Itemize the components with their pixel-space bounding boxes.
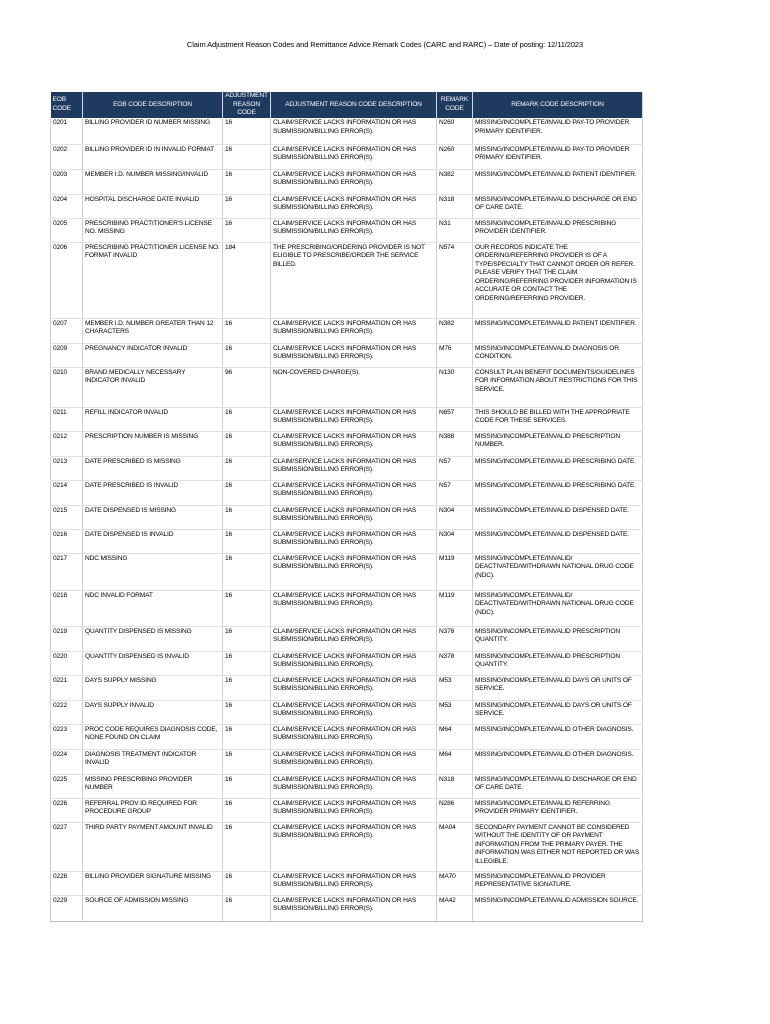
cell-eob-code: 0221: [51, 675, 83, 700]
cell-adjustment-reason-code: 16: [223, 895, 271, 921]
cell-remark-description: MISSING/INCOMPLETE/INVALID REFERRING PROVIDER PRIMARY IDENTIFIER.: [473, 798, 643, 822]
cell-adjustment-reason-description: CLAIM/SERVICE LACKS INFORMATION OR HAS SUBMISSION/BILLING ERROR(S).: [271, 895, 437, 921]
cell-eob-code: 0222: [51, 700, 83, 724]
cell-adjustment-reason-code: 16: [223, 480, 271, 505]
cell-remark-code: N378: [437, 626, 473, 651]
table-row: [51, 505, 643, 529]
cell-remark-code: M64: [437, 749, 473, 774]
cell-eob-description: PRESCRIPTION NUMBER IS MISSING: [83, 431, 223, 456]
cell-adjustment-reason-description: CLAIM/SERVICE LACKS INFORMATION OR HAS SUBMISSION/BILLING ERROR(S).: [271, 590, 437, 626]
cell-adjustment-reason-description: CLAIM/SERVICE LACKS INFORMATION OR HAS SUBMISSION/BILLING ERROR(S).: [271, 700, 437, 724]
cell-adjustment-reason-code: 16: [223, 626, 271, 651]
cell-remark-code: N130: [437, 367, 473, 407]
cell-adjustment-reason-code: 96: [223, 367, 271, 407]
table-row: [51, 456, 643, 480]
cell-eob-code: 0212: [51, 431, 83, 456]
cell-remark-description: MISSING/INCOMPLETE/INVALID OTHER DIAGNOSIS.: [473, 749, 643, 774]
cell-eob-description: HOSPITAL DISCHARGE DATE INVALID: [83, 194, 223, 218]
cell-adjustment-reason-code: 16: [223, 774, 271, 798]
cell-eob-description: REFILL INDICATOR INVALID: [83, 407, 223, 431]
cell-eob-description: MISSING PRESCRIBING PROVIDER NUMBER: [83, 774, 223, 798]
cell-adjustment-reason-description: CLAIM/SERVICE LACKS INFORMATION OR HAS SUBMISSION/BILLING ERROR(S).: [271, 798, 437, 822]
cell-adjustment-reason-code: 16: [223, 822, 271, 871]
cell-remark-description: MISSING/INCOMPLETE/INVALID PRESCRIPTION NUMBER.: [473, 431, 643, 456]
cell-adjustment-reason-description: CLAIM/SERVICE LACKS INFORMATION OR HAS SUBMISSION/BILLING ERROR(S).: [271, 194, 437, 218]
cell-eob-description: BILLING PROVIDER ID IN INVALID FORMAT: [83, 144, 223, 169]
col-header-eob-description: EOB CODE DESCRIPTION: [83, 92, 223, 118]
cell-adjustment-reason-code: 16: [223, 529, 271, 553]
cell-remark-code: N304: [437, 529, 473, 553]
cell-eob-description: THIRD PARTY PAYMENT AMOUNT INVALID: [83, 822, 223, 871]
cell-eob-description: DATE PRESCRIBED IS MISSING: [83, 456, 223, 480]
cell-adjustment-reason-description: CLAIM/SERVICE LACKS INFORMATION OR HAS SUBMISSION/BILLING ERROR(S).: [271, 480, 437, 505]
cell-remark-code: N382: [437, 318, 473, 343]
cell-eob-code: 0216: [51, 529, 83, 553]
cell-adjustment-reason-description: CLAIM/SERVICE LACKS INFORMATION OR HAS SUBMISSION/BILLING ERROR(S).: [271, 724, 437, 749]
table-row: [51, 700, 643, 724]
cell-remark-code: M76: [437, 343, 473, 367]
cell-adjustment-reason-description: NON-COVERED CHARGE(S).: [271, 367, 437, 407]
cell-remark-code: N318: [437, 194, 473, 218]
table-row: [51, 675, 643, 700]
cell-adjustment-reason-description: CLAIM/SERVICE LACKS INFORMATION OR HAS SUBMISSION/BILLING ERROR(S).: [271, 774, 437, 798]
cell-adjustment-reason-description: CLAIM/SERVICE LACKS INFORMATION OR HAS SUBMISSION/BILLING ERROR(S).: [271, 407, 437, 431]
cell-adjustment-reason-code: 184: [223, 242, 271, 318]
cell-adjustment-reason-description: CLAIM/SERVICE LACKS INFORMATION OR HAS SUBMISSION/BILLING ERROR(S).: [271, 118, 437, 144]
cell-eob-code: 0220: [51, 651, 83, 675]
cell-remark-description: OUR RECORDS INDICATE THE ORDERING/REFERRING PROVIDER IS OF A TYPE/SPECIALTY THAT CANNOT ORDER OR REFER. PLEASE VERIFY THAT THE CLAIM ORDERING/REFERRING PROVIDER INFORMATION IS ACCURATE OR CONTACT THE ORDERING/REFERRING PROVIDER.: [473, 242, 643, 318]
document-title: Claim Adjustment Reason Codes and Remittance Advice Remark Codes (CARC and RARC) – Date of posting: 12/11/2023: [186, 40, 584, 49]
cell-remark-code: M53: [437, 675, 473, 700]
cell-remark-description: MISSING/INCOMPLETE/INVALID PAY-TO PROVIDER PRIMARY IDENTIFIER.: [473, 144, 643, 169]
cell-adjustment-reason-code: 16: [223, 218, 271, 242]
cell-remark-code: MA70: [437, 871, 473, 895]
cell-eob-code: 0214: [51, 480, 83, 505]
cell-eob-code: 0229: [51, 895, 83, 921]
cell-adjustment-reason-code: 16: [223, 343, 271, 367]
cell-adjustment-reason-code: 16: [223, 798, 271, 822]
cell-adjustment-reason-description: CLAIM/SERVICE LACKS INFORMATION OR HAS SUBMISSION/BILLING ERROR(S).: [271, 343, 437, 367]
cell-adjustment-reason-description: THE PRESCRIBING/ORDERING PROVIDER IS NOT ELIGIBLE TO PRESCRIBE/ORDER THE SERVICE BILLED.: [271, 242, 437, 318]
cell-remark-code: N304: [437, 505, 473, 529]
table-row: [51, 590, 643, 626]
table-row: [51, 367, 643, 407]
table-row: [51, 724, 643, 749]
cell-eob-code: 0213: [51, 456, 83, 480]
cell-eob-description: NDC MISSING: [83, 553, 223, 590]
cell-remark-description: MISSING/INCOMPLETE/INVALID PROVIDER REPRESENTATIVE SIGNATURE.: [473, 871, 643, 895]
cell-eob-code: 0207: [51, 318, 83, 343]
cell-eob-description: BRAND MEDICALLY NECESSARY INDICATOR INVALID: [83, 367, 223, 407]
cell-remark-description: MISSING/INCOMPLETE/INVALID PRESCRIBING PROVIDER IDENTIFIER.: [473, 218, 643, 242]
cell-remark-description: MISSING/INCOMPLETE/INVALID ADMISSION SOURCE.: [473, 895, 643, 921]
table-row: [51, 895, 643, 921]
cell-eob-code: 0217: [51, 553, 83, 590]
table-row: [51, 749, 643, 774]
cell-eob-description: PREGNANCY INDICATOR INVALID: [83, 343, 223, 367]
cell-eob-code: 0206: [51, 242, 83, 318]
table-row: [51, 194, 643, 218]
cell-adjustment-reason-description: CLAIM/SERVICE LACKS INFORMATION OR HAS SUBMISSION/BILLING ERROR(S).: [271, 456, 437, 480]
cell-remark-description: MISSING/INCOMPLETE/INVALID/ DEACTIVATED/WITHDRAWN NATIONAL DRUG CODE (NDC).: [473, 553, 643, 590]
table-row: [51, 774, 643, 798]
cell-eob-description: DATE DISPENSED IS INVALID: [83, 529, 223, 553]
cell-remark-code: N318: [437, 774, 473, 798]
cell-remark-code: M119: [437, 553, 473, 590]
cell-eob-description: NDC INVALID FORMAT: [83, 590, 223, 626]
cell-eob-description: BILLING PROVIDER ID NUMBER MISSING: [83, 118, 223, 144]
cell-remark-description: MISSING/INCOMPLETE/INVALID PRESCRIPTION QUANTITY.: [473, 651, 643, 675]
cell-adjustment-reason-code: 16: [223, 553, 271, 590]
cell-adjustment-reason-code: 16: [223, 318, 271, 343]
cell-eob-description: MEMBER I.D. NUMBER GREATER THAN 12 CHARACTERS: [83, 318, 223, 343]
cell-remark-description: MISSING/INCOMPLETE/INVALID PAY-TO PROVIDER PRIMARY IDENTIFIER.: [473, 118, 643, 144]
cell-adjustment-reason-code: 16: [223, 118, 271, 144]
col-header-eob-code: EOB CODE: [51, 92, 83, 118]
cell-eob-description: DATE DISPENSED IS MISSING: [83, 505, 223, 529]
cell-remark-code: N286: [437, 798, 473, 822]
cell-eob-description: SOURCE OF ADMISSION MISSING: [83, 895, 223, 921]
table-row: [51, 871, 643, 895]
cell-eob-description: REFERRAL PROV ID REQUIRED FOR PROCEDURE GROUP: [83, 798, 223, 822]
cell-remark-code: M53: [437, 700, 473, 724]
cell-eob-description: PRESCRIBING PRACTITIONER'S LICENSE NO. MISSING: [83, 218, 223, 242]
cell-remark-code: N57: [437, 456, 473, 480]
cell-eob-description: BILLING PROVIDER SIGNATURE MISSING: [83, 871, 223, 895]
cell-remark-description: MISSING/INCOMPLETE/INVALID DISCHARGE OR END OF CARE DATE.: [473, 194, 643, 218]
cell-adjustment-reason-description: CLAIM/SERVICE LACKS INFORMATION OR HAS SUBMISSION/BILLING ERROR(S).: [271, 626, 437, 651]
cell-eob-description: QUANTITY DISPENSED IS MISSING: [83, 626, 223, 651]
table-body: [51, 118, 643, 921]
cell-adjustment-reason-description: CLAIM/SERVICE LACKS INFORMATION OR HAS SUBMISSION/BILLING ERROR(S).: [271, 871, 437, 895]
cell-remark-code: N57: [437, 480, 473, 505]
cell-eob-description: QUANTITY DISPENSED IS INVALID: [83, 651, 223, 675]
cell-remark-code: N382: [437, 169, 473, 194]
cell-remark-description: MISSING/INCOMPLETE/INVALID OTHER DIAGNOSIS.: [473, 724, 643, 749]
cell-adjustment-reason-description: CLAIM/SERVICE LACKS INFORMATION OR HAS SUBMISSION/BILLING ERROR(S).: [271, 529, 437, 553]
cell-remark-code: MA42: [437, 895, 473, 921]
cell-adjustment-reason-code: 16: [223, 144, 271, 169]
table-row: [51, 431, 643, 456]
cell-eob-description: DAYS SUPPLY INVALID: [83, 700, 223, 724]
cell-remark-description: MISSING/INCOMPLETE/INVALID PATIENT IDENTIFIER.: [473, 318, 643, 343]
cell-adjustment-reason-code: 16: [223, 590, 271, 626]
table-row: [51, 144, 643, 169]
cell-adjustment-reason-description: CLAIM/SERVICE LACKS INFORMATION OR HAS SUBMISSION/BILLING ERROR(S).: [271, 505, 437, 529]
table-row: [51, 242, 643, 318]
cell-eob-code: 0204: [51, 194, 83, 218]
cell-adjustment-reason-description: CLAIM/SERVICE LACKS INFORMATION OR HAS SUBMISSION/BILLING ERROR(S).: [271, 169, 437, 194]
cell-adjustment-reason-code: 16: [223, 194, 271, 218]
cell-eob-description: DIAGNOSIS TREATMENT INDICATOR INVALID: [83, 749, 223, 774]
cell-remark-code: M119: [437, 590, 473, 626]
cell-eob-description: DAYS SUPPLY MISSING: [83, 675, 223, 700]
cell-eob-code: 0225: [51, 774, 83, 798]
cell-adjustment-reason-code: 16: [223, 871, 271, 895]
cell-remark-code: N657: [437, 407, 473, 431]
cell-remark-description: MISSING/INCOMPLETE/INVALID DAYS OR UNITS OF SERVICE.: [473, 700, 643, 724]
cell-remark-code: N574: [437, 242, 473, 318]
cell-remark-code: N260: [437, 118, 473, 144]
cell-adjustment-reason-description: CLAIM/SERVICE LACKS INFORMATION OR HAS SUBMISSION/BILLING ERROR(S).: [271, 553, 437, 590]
cell-eob-code: 0228: [51, 871, 83, 895]
col-header-adjustment-reason-code: ADJUSTMENT REASON CODE: [223, 92, 271, 118]
table-row: [51, 651, 643, 675]
cell-remark-description: THIS SHOULD BE BILLED WITH THE APPROPRIATE CODE FOR THESE SERVICES.: [473, 407, 643, 431]
cell-adjustment-reason-description: CLAIM/SERVICE LACKS INFORMATION OR HAS SUBMISSION/BILLING ERROR(S).: [271, 218, 437, 242]
col-header-remark-code: REMARK CODE: [437, 92, 473, 118]
cell-remark-description: MISSING/INCOMPLETE/INVALID PRESCRIPTION QUANTITY.: [473, 626, 643, 651]
eob-codes-table: [50, 92, 643, 922]
table-row: [51, 480, 643, 505]
cell-eob-code: 0209: [51, 343, 83, 367]
cell-eob-description: PRESCRIBING PRACTITIONER LICENSE NO. FORMAT INVALID: [83, 242, 223, 318]
cell-remark-description: MISSING/INCOMPLETE/INVALID PRESCRIBING DATE.: [473, 456, 643, 480]
cell-remark-description: MISSING/INCOMPLETE/INVALID DISCHARGE OR END OF CARE DATE.: [473, 774, 643, 798]
cell-adjustment-reason-description: CLAIM/SERVICE LACKS INFORMATION OR HAS SUBMISSION/BILLING ERROR(S).: [271, 651, 437, 675]
cell-remark-description: MISSING/INCOMPLETE/INVALID PRESCRIBING DATE.: [473, 480, 643, 505]
cell-adjustment-reason-code: 16: [223, 749, 271, 774]
cell-eob-code: 0205: [51, 218, 83, 242]
table-row: [51, 218, 643, 242]
cell-adjustment-reason-description: CLAIM/SERVICE LACKS INFORMATION OR HAS SUBMISSION/BILLING ERROR(S).: [271, 675, 437, 700]
cell-adjustment-reason-code: 16: [223, 456, 271, 480]
cell-remark-code: N260: [437, 144, 473, 169]
cell-eob-code: 0223: [51, 724, 83, 749]
cell-remark-description: MISSING/INCOMPLETE/INVALID/ DEACTIVATED/WITHDRAWN NATIONAL DRUG CODE (NDC).: [473, 590, 643, 626]
cell-remark-code: MA04: [437, 822, 473, 871]
cell-adjustment-reason-code: 16: [223, 407, 271, 431]
table-row: [51, 407, 643, 431]
table-row: [51, 318, 643, 343]
cell-remark-description: MISSING/INCOMPLETE/INVALID DISPENSED DATE.: [473, 529, 643, 553]
cell-eob-code: 0227: [51, 822, 83, 871]
cell-adjustment-reason-code: 16: [223, 169, 271, 194]
table-row: [51, 626, 643, 651]
table-row: [51, 529, 643, 553]
cell-adjustment-reason-description: CLAIM/SERVICE LACKS INFORMATION OR HAS SUBMISSION/BILLING ERROR(S).: [271, 144, 437, 169]
cell-eob-code: 0203: [51, 169, 83, 194]
table-row: [51, 798, 643, 822]
table-row: [51, 169, 643, 194]
cell-adjustment-reason-description: CLAIM/SERVICE LACKS INFORMATION OR HAS SUBMISSION/BILLING ERROR(S).: [271, 749, 437, 774]
table-row: [51, 553, 643, 590]
cell-eob-code: 0211: [51, 407, 83, 431]
cell-eob-code: 0219: [51, 626, 83, 651]
cell-remark-code: N378: [437, 651, 473, 675]
cell-remark-code: M64: [437, 724, 473, 749]
cell-remark-code: N388: [437, 431, 473, 456]
table-header-row: [51, 92, 643, 118]
table-row: [51, 118, 643, 144]
cell-adjustment-reason-code: 16: [223, 505, 271, 529]
cell-remark-description: SECONDARY PAYMENT CANNOT BE CONSIDERED WITHOUT THE IDENTITY OF OR PAYMENT INFORMATION FROM THE PRIMARY PAYER. THE INFORMATION WAS EITHER NOT REPORTED OR WAS ILLEGIBLE.: [473, 822, 643, 871]
cell-eob-code: 0201: [51, 118, 83, 144]
cell-eob-code: 0215: [51, 505, 83, 529]
cell-remark-description: MISSING/INCOMPLETE/INVALID DISPENSED DATE.: [473, 505, 643, 529]
cell-eob-code: 0224: [51, 749, 83, 774]
col-header-adjustment-reason-description: ADJUSTMENT REASON CODE DESCRIPTION: [271, 92, 437, 118]
cell-eob-description: MEMBER I.D. NUMBER MISSING/INVALID: [83, 169, 223, 194]
cell-remark-code: N31: [437, 218, 473, 242]
cell-remark-description: CONSULT PLAN BENEFIT DOCUMENTS/GUIDELINES FOR INFORMATION ABOUT RESTRICTIONS FOR THIS SERVICE.: [473, 367, 643, 407]
cell-adjustment-reason-code: 16: [223, 651, 271, 675]
cell-adjustment-reason-code: 16: [223, 675, 271, 700]
col-header-remark-description: REMARK CODE DESCRIPTION: [473, 92, 643, 118]
cell-adjustment-reason-code: 16: [223, 431, 271, 456]
cell-eob-description: PROC CODE REQUIRES DIAGNOSIS CODE, NONE FOUND ON CLAIM: [83, 724, 223, 749]
cell-remark-description: MISSING/INCOMPLETE/INVALID DIAGNOSIS OR CONDITION.: [473, 343, 643, 367]
cell-adjustment-reason-description: CLAIM/SERVICE LACKS INFORMATION OR HAS SUBMISSION/BILLING ERROR(S).: [271, 318, 437, 343]
cell-remark-description: MISSING/INCOMPLETE/INVALID DAYS OR UNITS OF SERVICE.: [473, 675, 643, 700]
table-row: [51, 343, 643, 367]
cell-adjustment-reason-description: CLAIM/SERVICE LACKS INFORMATION OR HAS SUBMISSION/BILLING ERROR(S).: [271, 822, 437, 871]
cell-remark-description: MISSING/INCOMPLETE/INVALID PATIENT IDENTIFIER.: [473, 169, 643, 194]
cell-eob-code: 0226: [51, 798, 83, 822]
cell-adjustment-reason-description: CLAIM/SERVICE LACKS INFORMATION OR HAS SUBMISSION/BILLING ERROR(S).: [271, 431, 437, 456]
cell-eob-code: 0210: [51, 367, 83, 407]
cell-adjustment-reason-code: 16: [223, 700, 271, 724]
cell-adjustment-reason-code: 16: [223, 724, 271, 749]
cell-eob-code: 0202: [51, 144, 83, 169]
cell-eob-description: DATE PRESCRIBED IS INVALID: [83, 480, 223, 505]
table-row: [51, 822, 643, 871]
cell-eob-code: 0218: [51, 590, 83, 626]
